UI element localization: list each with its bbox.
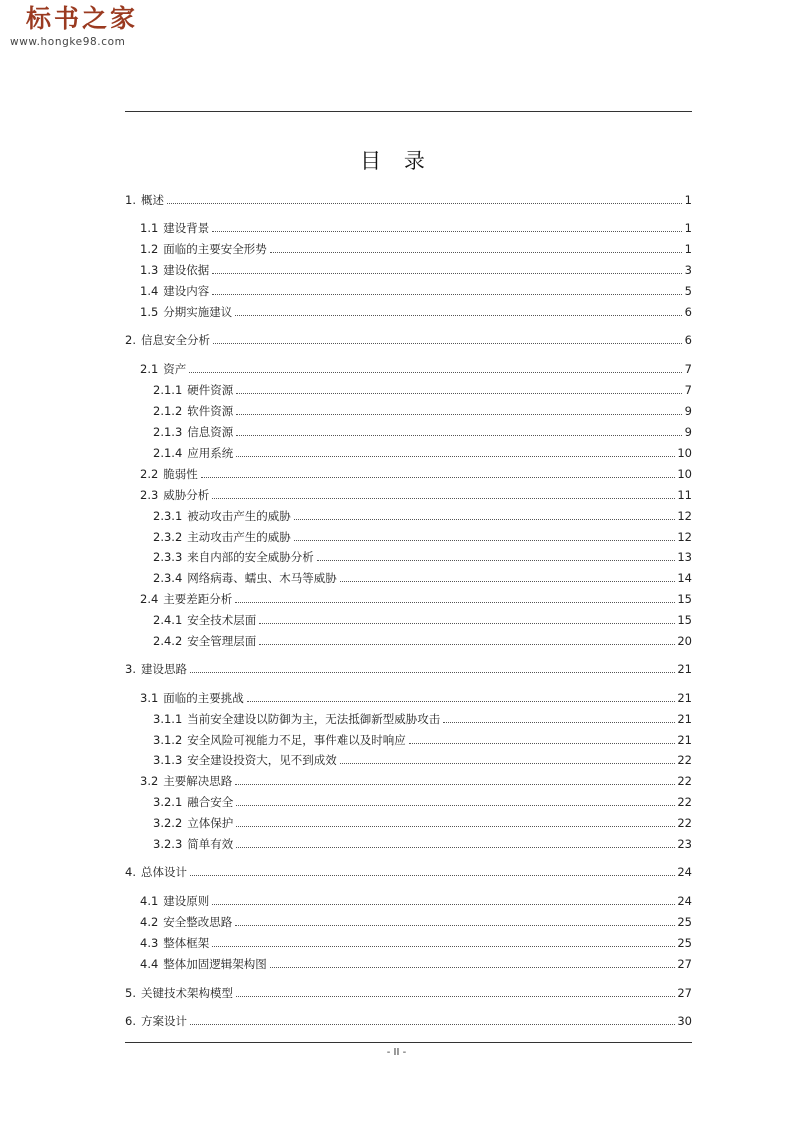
toc-leader-dots [167,202,682,204]
toc-entry-number: 4.3 [140,936,159,950]
toc-leader-dots [409,742,676,744]
toc-leader-dots [317,559,676,561]
toc-entry-number: 2.4.1 [153,613,183,627]
toc-entry-number: 2.3 [140,488,159,502]
toc-entry-page: 6 [684,333,692,347]
toc-entry-title: 建设思路 [140,662,187,676]
toc-entry-page: 6 [684,305,692,319]
toc-entry-number: 2.1 [140,362,159,376]
toc-entry-number: 4.2 [140,915,159,929]
toc-entry-title: 简单有效 [187,837,234,851]
toc-entry-l2[interactable] [140,592,692,606]
toc-entry-number: 3.2.3 [153,837,183,851]
toc-entry-page: 12 [677,509,692,523]
toc-entry-number: 3.1.2 [153,733,183,747]
footer-rule [125,1042,692,1043]
toc-entry-l2[interactable] [140,691,692,705]
toc-entry-title: 整体框架 [163,936,210,950]
toc-entry-title: 分期实施建议 [163,305,233,319]
toc-entry-l2[interactable] [140,284,692,298]
toc-leader-dots [236,413,682,415]
toc-entry-title: 整体加固逻辑架构图 [163,957,267,971]
toc-entry-l3[interactable] [153,712,692,726]
logo-url: www.hongke98.com [10,36,126,48]
toc-entry-number: 2.3.3 [153,550,183,564]
toc-entry-l1[interactable] [125,986,692,1000]
toc-entry-page: 7 [684,383,692,397]
toc-leader-dots [340,762,676,764]
toc-title: 目 录 [360,149,433,173]
toc-leader-dots [340,580,676,582]
toc-leader-dots [236,434,682,436]
toc-entry-number: 2.2 [140,467,159,481]
toc-entry-page: 27 [677,957,692,971]
toc-leader-dots [235,924,675,926]
toc-leader-dots [247,700,676,702]
toc-entry-page: 30 [677,1014,692,1028]
toc-entry-page: 21 [677,662,692,676]
toc-entry-l3[interactable] [153,550,692,564]
toc-entry-title: 网络病毒、蠕虫、木马等威胁 [187,571,337,585]
toc-entry-title: 信息安全分析 [140,333,210,347]
toc-leader-dots [270,966,676,968]
toc-leader-dots [213,342,682,344]
toc-entry-page: 1 [684,242,692,256]
toc-entry-title: 应用系统 [187,446,234,460]
toc-entry-l3[interactable] [153,816,692,830]
toc-entry-page: 24 [677,894,692,908]
toc-leader-dots [236,455,675,457]
toc-entry-title: 面临的主要挑战 [163,691,244,705]
toc-entry-l2[interactable] [140,488,692,502]
toc-entry-page: 21 [677,733,692,747]
toc-entry-number: 1.5 [140,305,159,319]
toc-leader-dots [259,643,675,645]
toc-entry-title: 融合安全 [187,795,234,809]
toc-entry-l2[interactable] [140,936,692,950]
toc-entry-number: 1.2 [140,242,159,256]
toc-entry-l3[interactable] [153,795,692,809]
toc-entry-title: 立体保护 [187,816,234,830]
toc-entry-l3[interactable] [153,446,692,460]
toc-leader-dots [270,251,682,253]
toc-entry-l3[interactable] [153,530,692,544]
toc-entry-title: 来自内部的安全威胁分析 [187,550,314,564]
toc-entry-page: 22 [677,795,692,809]
toc-leader-dots [212,230,682,232]
toc-entry-title: 建设内容 [163,284,210,298]
toc-entry-title: 主要解决思路 [163,774,233,788]
toc-leader-dots [235,314,682,316]
toc-leader-dots [235,783,675,785]
toc-entry-l3[interactable] [153,753,692,767]
toc-entry-number: 3.1 [140,691,159,705]
toc-entry-page: 12 [677,530,692,544]
toc-entry-title: 安全建设投资大，见不到成效 [187,753,337,767]
toc-entry-title: 资产 [163,362,187,376]
toc-entry-l3[interactable] [153,425,692,439]
toc-entry-number: 2.3.4 [153,571,183,585]
toc-leader-dots [236,825,675,827]
toc-entry-number: 3.1.1 [153,712,183,726]
toc-entry-number: 1.3 [140,263,159,277]
toc-entry-number: 4.1 [140,894,159,908]
toc-entry-title: 建设原则 [163,894,210,908]
toc-entry-number: 3.1.3 [153,753,183,767]
toc-entry-number: 5. [125,986,136,1000]
toc-entry-l3[interactable] [153,613,692,627]
toc-entry-title: 安全风险可视能力不足，事件难以及时响应 [187,733,406,747]
toc-entry-l3[interactable] [153,733,692,747]
toc-leader-dots [212,945,675,947]
toc-leader-dots [236,995,675,997]
toc-leader-dots [236,392,682,394]
toc-entry-number: 3. [125,662,136,676]
toc-leader-dots [259,622,675,624]
toc-entry-l1[interactable] [125,662,692,676]
toc-entry-page: 22 [677,753,692,767]
toc-leader-dots [190,874,675,876]
toc-entry-number: 1.1 [140,221,159,235]
toc-entry-title: 硬件资源 [187,383,234,397]
toc-entry-l2[interactable] [140,242,692,256]
toc-entry-number: 2.4 [140,592,159,606]
toc-entry-number: 6. [125,1014,136,1028]
toc-entry-title: 主要差距分析 [163,592,233,606]
toc-leader-dots [294,539,676,541]
toc-entry-page: 13 [677,550,692,564]
toc-entry-page: 23 [677,837,692,851]
toc-entry-title: 安全技术层面 [187,613,257,627]
toc-entry-page: 10 [677,446,692,460]
toc-entry-l2[interactable] [140,774,692,788]
toc-entry-page: 24 [677,865,692,879]
toc-entry-number: 4.4 [140,957,159,971]
toc-leader-dots [236,846,675,848]
toc-entry-number: 2. [125,333,136,347]
toc-entry-number: 2.3.1 [153,509,183,523]
toc-entry-page: 11 [677,488,692,502]
toc-entry-page: 7 [684,362,692,376]
toc-entry-page: 25 [677,936,692,950]
toc-entry-number: 3.2 [140,774,159,788]
toc-entry-title: 脆弱性 [163,467,198,481]
toc-entry-title: 关键技术架构模型 [140,986,233,1000]
toc-entry-page: 3 [684,263,692,277]
toc-entry-page: 9 [684,425,692,439]
toc-entry-l1[interactable] [125,333,692,347]
toc-entry-page: 22 [677,774,692,788]
toc-leader-dots [294,518,676,520]
toc-entry-l1[interactable] [125,193,692,207]
toc-entry-page: 5 [684,284,692,298]
toc-entry-number: 2.1.4 [153,446,183,460]
toc-entry-l1[interactable] [125,865,692,879]
toc-entry-page: 21 [677,691,692,705]
page-number: - II - [386,1047,407,1058]
toc-entry-l2[interactable] [140,362,692,376]
toc-entry-page: 10 [677,467,692,481]
toc-leader-dots [212,497,675,499]
toc-entry-title: 当前安全建设以防御为主，无法抵御新型威胁攻击 [187,712,441,726]
toc-entry-page: 22 [677,816,692,830]
toc-entry-page: 20 [677,634,692,648]
toc-entry-number: 2.4.2 [153,634,183,648]
toc-leader-dots [212,272,682,274]
toc-entry-title: 概述 [140,193,164,207]
toc-leader-dots [443,721,675,723]
toc-entry-l2[interactable] [140,263,692,277]
site-logo [10,4,176,48]
toc-entry-title: 建设依据 [163,263,210,277]
toc-entry-title: 软件资源 [187,404,234,418]
toc-entry-title: 面临的主要安全形势 [163,242,267,256]
toc-entry-l3[interactable] [153,383,692,397]
toc-entry-page: 27 [677,986,692,1000]
toc-entry-l3[interactable] [153,509,692,523]
toc-entry-number: 2.1.2 [153,404,183,418]
toc-entry-number: 2.1.3 [153,425,183,439]
toc-entry-number: 1.4 [140,284,159,298]
header-rule [125,111,692,112]
toc-leader-dots [190,1023,675,1025]
toc-entry-l3[interactable] [153,571,692,585]
toc-entry-number: 1. [125,193,136,207]
toc-entry-l2[interactable] [140,894,692,908]
toc-entry-l2[interactable] [140,221,692,235]
toc-entry-l2[interactable] [140,467,692,481]
toc-entry-title: 主动攻击产生的威胁 [187,530,291,544]
toc-leader-dots [212,293,682,295]
toc-entry-page: 15 [677,613,692,627]
toc-entry-title: 威胁分析 [163,488,210,502]
toc-entry-title: 信息资源 [187,425,234,439]
toc-entry-l1[interactable] [125,1014,692,1028]
toc-leader-dots [189,371,682,373]
toc-entry-l2[interactable] [140,915,692,929]
toc-entry-l3[interactable] [153,404,692,418]
toc-entry-l3[interactable] [153,837,692,851]
toc-leader-dots [212,903,675,905]
logo-text: 标书之家 [26,4,139,33]
toc-entry-number: 3.2.2 [153,816,183,830]
toc-entry-number: 4. [125,865,136,879]
toc-entry-title: 总体设计 [140,865,187,879]
toc-entry-title: 安全整改思路 [163,915,233,929]
toc-entry-page: 21 [677,712,692,726]
toc-entry-l2[interactable] [140,957,692,971]
toc-entry-number: 2.1.1 [153,383,183,397]
toc-entry-number: 3.2.1 [153,795,183,809]
toc-entry-title: 建设背景 [163,221,210,235]
toc-entry-title: 方案设计 [140,1014,187,1028]
toc-leader-dots [190,671,675,673]
toc-entry-l2[interactable] [140,305,692,319]
toc-entry-page: 1 [684,193,692,207]
toc-entry-page: 25 [677,915,692,929]
toc-entry-l3[interactable] [153,634,692,648]
toc-leader-dots [236,804,675,806]
toc-entry-page: 1 [684,221,692,235]
toc-entry-number: 2.3.2 [153,530,183,544]
toc-entry-page: 14 [677,571,692,585]
toc-entry-page: 9 [684,404,692,418]
toc-leader-dots [201,476,676,478]
toc-entry-title: 安全管理层面 [187,634,257,648]
toc-entry-page: 15 [677,592,692,606]
toc-leader-dots [235,601,675,603]
toc-entry-title: 被动攻击产生的威胁 [187,509,291,523]
